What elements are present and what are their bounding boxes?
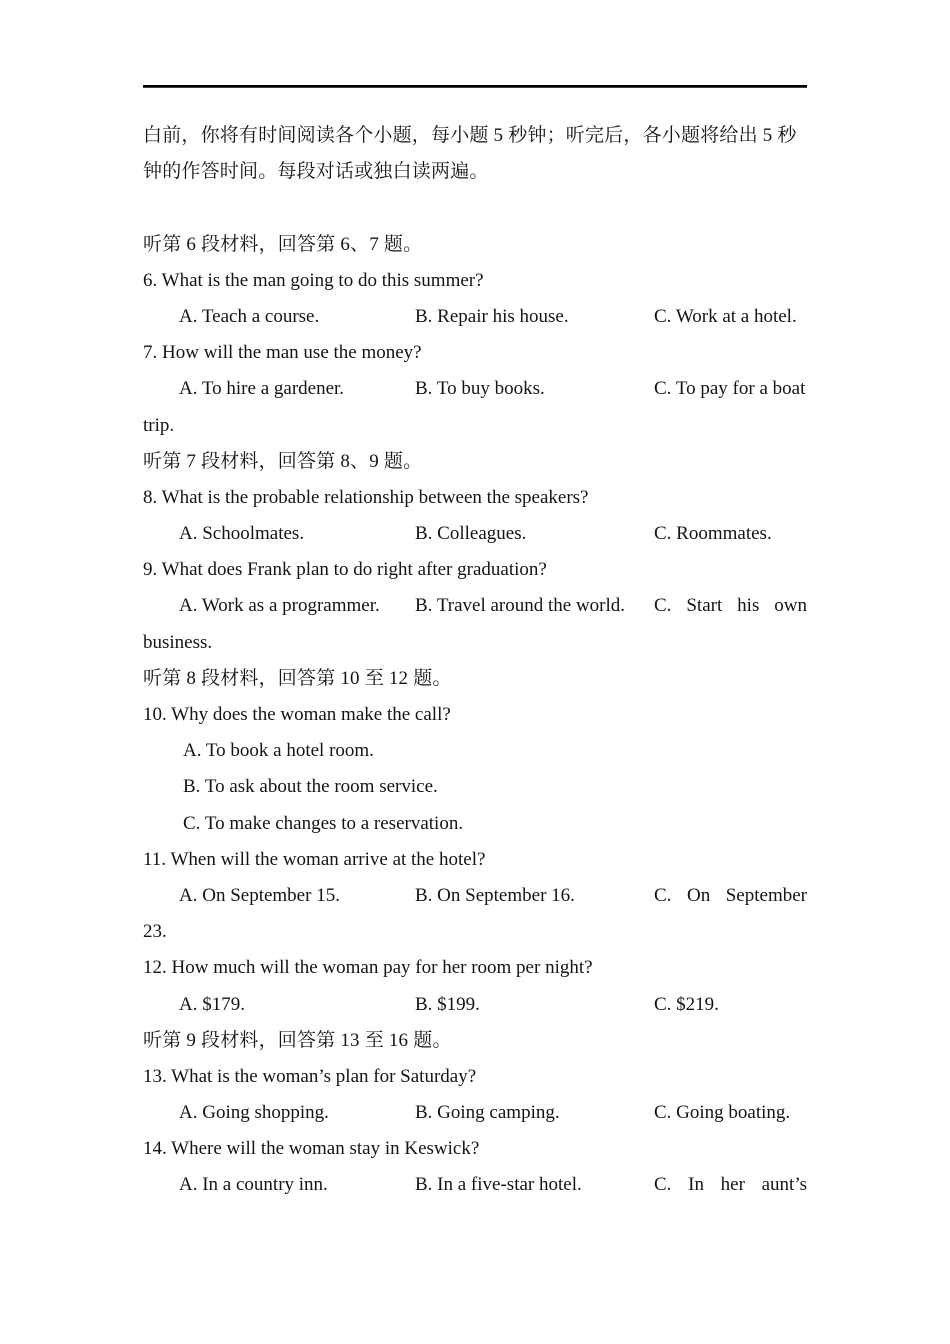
question-12-option-c: C. $219. — [654, 993, 719, 1015]
question-7-option-c: C. To pay for a boat — [654, 378, 806, 400]
question-13-option-c: C. Going boating. — [654, 1102, 791, 1124]
page-content — [143, 0, 807, 1204]
question-6-option-a: A. Teach a course. — [179, 305, 320, 327]
question-11-option-a: A. On September 15. — [179, 884, 340, 906]
question-8-option-a: A. Schoolmates. — [179, 523, 305, 545]
question-9-stem: 9. What does Frank plan to do right after graduation? — [143, 559, 547, 581]
question-10-option-a: A. To book a hotel room. — [183, 740, 374, 762]
question-7-option-a: A. To hire a gardener. — [179, 378, 345, 400]
top-margin — [143, 0, 807, 85]
question-13-option-a: A. Going shopping. — [179, 1102, 329, 1124]
material-9-instruction: 听第 9 段材料，回答第 13 至 16 题。 — [143, 1029, 452, 1051]
question-7-stem: 7. How will the man use the money? — [143, 342, 422, 364]
question-6-option-b: B. Repair his house. — [415, 305, 569, 327]
material-7-instruction: 听第 7 段材料，回答第 8、9 题。 — [143, 450, 423, 472]
section-divider-rule — [143, 85, 807, 88]
question-9-option-a: A. Work as a programmer. — [179, 595, 380, 617]
question-10-option-b: B. To ask about the room service. — [183, 776, 438, 798]
question-11-option-b: B. On September 16. — [415, 884, 575, 906]
intro-line-1: 白前，你将有时间阅读各个小题，每小题 5 秒钟；听完后，各小题将给出 5 秒 — [143, 125, 797, 146]
question-11-option-c: C. On September — [654, 884, 807, 906]
question-9-option-c-continuation: business. — [143, 631, 213, 653]
question-13-stem: 13. What is the woman’s plan for Saturday? — [143, 1065, 477, 1087]
question-12-options — [143, 987, 807, 1023]
question-8-stem: 8. What is the probable relationship between the speakers? — [143, 486, 589, 508]
question-12-stem: 12. How much will the woman pay for her room per night? — [143, 957, 593, 979]
question-13-options — [143, 1095, 807, 1131]
question-8-option-b: B. Colleagues. — [415, 523, 527, 545]
question-10-option-c: C. To make changes to a reservation. — [183, 812, 464, 834]
question-8-option-c: C. Roommates. — [654, 523, 772, 545]
question-6-stem: 6. What is the man going to do this summer? — [143, 269, 484, 291]
material-6-instruction: 听第 6 段材料，回答第 6、7 题。 — [143, 233, 423, 255]
intro-line-2: 钟的作答时间。每段对话或独白读两遍。 — [143, 161, 489, 183]
question-9-options — [143, 588, 807, 624]
question-7-option-b: B. To buy books. — [415, 378, 545, 400]
question-6-option-c: C. Work at a hotel. — [654, 305, 797, 327]
question-7-options — [143, 371, 807, 407]
question-14-option-c: C. In her aunt’s — [654, 1174, 807, 1196]
question-7-option-c-continuation: trip. — [143, 414, 175, 436]
question-14-options — [143, 1167, 807, 1203]
question-14-option-b: B. In a five-star hotel. — [415, 1174, 582, 1196]
question-6-options — [143, 299, 807, 335]
question-9-option-c: C. Start his own — [654, 595, 807, 617]
blank-line — [143, 190, 807, 226]
question-8-options — [143, 516, 807, 552]
question-11-option-c-continuation: 23. — [143, 921, 167, 943]
question-11-options — [143, 878, 807, 914]
question-14-stem: 14. Where will the woman stay in Keswick? — [143, 1138, 480, 1160]
exam-body — [143, 118, 807, 1204]
question-14-option-a: A. In a country inn. — [179, 1174, 328, 1196]
question-10-stem: 10. Why does the woman make the call? — [143, 704, 451, 725]
question-12-option-b: B. $199. — [415, 993, 480, 1015]
question-11-stem: 11. When will the woman arrive at the hotel? — [143, 848, 486, 870]
question-9-option-b: B. Travel around the world. — [415, 595, 626, 617]
material-8-instruction: 听第 8 段材料，回答第 10 至 12 题。 — [143, 667, 452, 689]
question-13-option-b: B. Going camping. — [415, 1102, 560, 1124]
question-12-option-a: A. $179. — [179, 993, 245, 1015]
